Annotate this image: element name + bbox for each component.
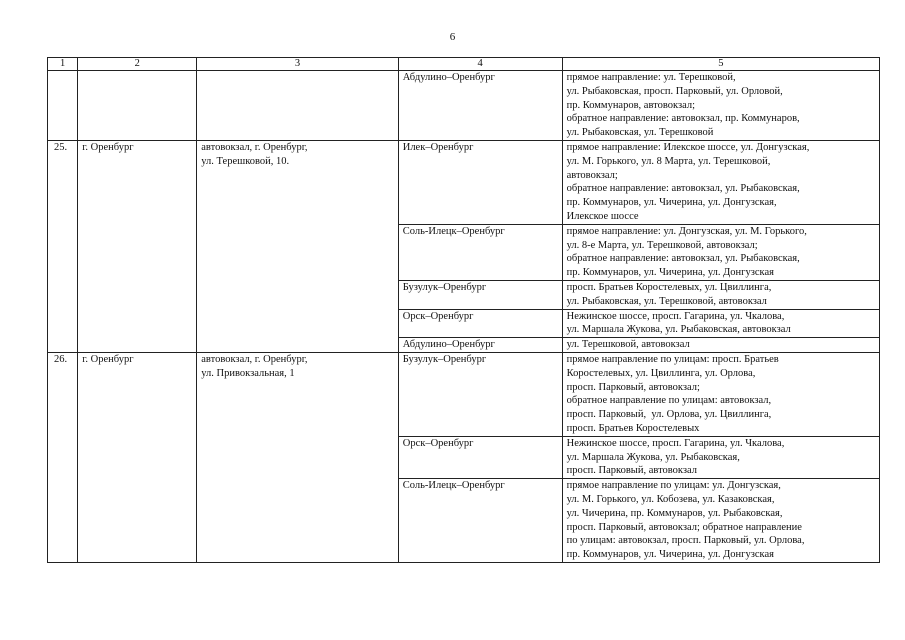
route-path-cell: прямое направление по улицам: просп. Братьев Коростелевых, ул. Цвиллинга, ул. Орлова, просп. Парковый, автовокзал; обратное направление по улицам: автовокзал, просп. Парковый, ул. Орлова, ул. Цвиллинга, просп. Братьев Коростелевых bbox=[562, 352, 879, 436]
table-row bbox=[48, 352, 880, 436]
route-path-cell: Нежинское шоссе, просп. Гагарина, ул. Чкалова, ул. Маршала Жукова, ул. Рыбаковская, просп. Парковый, автовокзал bbox=[562, 436, 879, 478]
header-row bbox=[48, 58, 880, 71]
locality-cell: г. Оренбург bbox=[78, 352, 197, 562]
locality-cell bbox=[78, 71, 197, 141]
route-name-cell: Соль-Илецк–Оренбург bbox=[398, 224, 562, 280]
route-name-cell: Бузулук–Оренбург bbox=[398, 352, 562, 436]
row-number-cell: 25. bbox=[48, 140, 78, 352]
table-row bbox=[48, 71, 880, 141]
header-cell-4: 4 bbox=[398, 58, 562, 71]
route-path-cell: Нежинское шоссе, просп. Гагарина, ул. Чкалова, ул. Маршала Жукова, ул. Рыбаковская, автовокзал bbox=[562, 309, 879, 338]
bus-station-address-cell: автовокзал, г. Оренбург, ул. Привокзальная, 1 bbox=[197, 352, 398, 562]
route-path-cell: прямое направление: ул. Терешковой, ул. Рыбаковская, просп. Парковый, ул. Орловой, пр. Коммунаров, автовокзал; обратное направление: автовокзал, пр. Коммунаров, ул. Рыбаковская, ул. Терешковой bbox=[562, 71, 879, 141]
header-cell-1: 1 bbox=[48, 58, 78, 71]
route-path-cell: просп. Братьев Коростелевых, ул. Цвиллинга, ул. Рыбаковская, ул. Терешковой, автовокзал bbox=[562, 280, 879, 309]
header-cell-3: 3 bbox=[197, 58, 398, 71]
route-name-cell: Бузулук–Оренбург bbox=[398, 280, 562, 309]
route-name-cell: Орск–Оренбург bbox=[398, 436, 562, 478]
route-path-cell: прямое направление: Илекское шоссе, ул. Донгузская, ул. М. Горького, ул. 8 Марта, ул. Терешковой, автовокзал; обратное направление: автовокзал, ул. Рыбаковская, пр. Коммунаров, ул. Чичерина, ул. Донгузская, Илекское шоссе bbox=[562, 140, 879, 224]
routes-table bbox=[47, 57, 880, 563]
header-cell-2: 2 bbox=[78, 58, 197, 71]
locality-cell: г. Оренбург bbox=[78, 140, 197, 352]
route-path-cell: прямое направление по улицам: ул. Донгузская, ул. М. Горького, ул. Кобозева, ул. Казаковская, ул. Чичерина, пр. Коммунаров, ул. Рыбаковская, просп. Парковый, автовокзал; обратное направление по улицам: автовокзал, просп. Парковый, ул. Орлова, пр. Коммунаров, ул. Чичерина, ул. Донгузская bbox=[562, 479, 879, 563]
route-name-cell: Соль-Илецк–Оренбург bbox=[398, 479, 562, 563]
page-number: 6 bbox=[449, 31, 456, 43]
row-number-cell bbox=[48, 71, 78, 141]
route-name-cell: Орск–Оренбург bbox=[398, 309, 562, 338]
bus-station-address-cell: автовокзал, г. Оренбург, ул. Терешковой, 10. bbox=[197, 140, 398, 352]
route-name-cell: Абдулино–Оренбург bbox=[398, 338, 562, 353]
route-name-cell: Илек–Оренбург bbox=[398, 140, 562, 224]
table-row bbox=[48, 140, 880, 224]
row-number-cell: 26. bbox=[48, 352, 78, 562]
route-path-cell: прямое направление: ул. Донгузская, ул. М. Горького, ул. 8-е Марта, ул. Терешковой, автовокзал; обратное направление: автовокзал, ул. Рыбаковская, пр. Коммунаров, ул. Чичерина, ул. Донгузская bbox=[562, 224, 879, 280]
route-name-cell: Абдулино–Оренбург bbox=[398, 71, 562, 141]
header-cell-5: 5 bbox=[562, 58, 879, 71]
route-path-cell: ул. Терешковой, автовокзал bbox=[562, 338, 879, 353]
bus-station-address-cell bbox=[197, 71, 398, 141]
